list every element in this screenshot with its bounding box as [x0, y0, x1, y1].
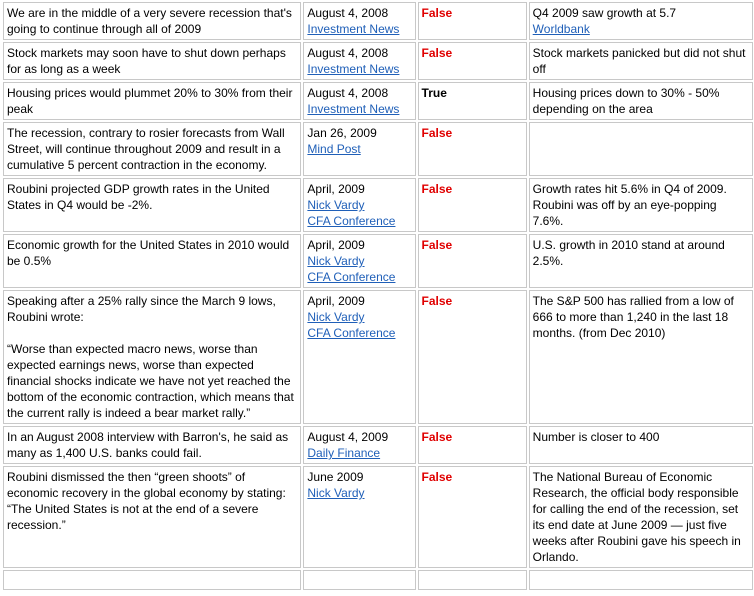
- prediction-cell: [3, 234, 301, 288]
- verdict-label: False: [421, 126, 453, 140]
- prediction-date: June 2009: [307, 470, 364, 484]
- table-row: [3, 2, 753, 40]
- outcome-cell: [529, 42, 753, 80]
- outcome-text: The National Bureau of Economic Research, the official body responsible for calling the end of the recession, set its end date at June 2009 — just five weeks after Roubini gave his speech in Orlando.: [532, 470, 741, 564]
- source-link[interactable]: Investment News: [307, 22, 400, 36]
- prediction-date: April, 2009: [307, 182, 365, 196]
- prediction-date: April, 2009: [307, 294, 365, 308]
- verdict-cell: [418, 426, 527, 464]
- table-row: [3, 178, 753, 232]
- source-link[interactable]: Mind Post: [307, 142, 361, 156]
- verdict-cell: [418, 82, 527, 120]
- date-source-cell: [303, 466, 415, 568]
- table-row: [3, 234, 753, 288]
- outcome-cell: [529, 290, 753, 424]
- prediction-text: We are in the middle of a very severe recession that's going to continue through all of 2009: [7, 6, 292, 36]
- prediction-text: Roubini projected GDP growth rates in the United States in Q4 would be -2%.: [7, 182, 270, 212]
- predictions-table: [1, 0, 754, 592]
- verdict-label: True: [421, 86, 447, 100]
- outcome-source-link[interactable]: Worldbank: [532, 22, 590, 36]
- outcome-cell: [529, 2, 753, 40]
- verdict-label: False: [421, 430, 453, 444]
- partial-cell: [3, 570, 301, 590]
- partial-cell: [303, 570, 415, 590]
- prediction-text: Roubini dismissed the then “green shoots” of economic recovery in the global economy by stating: “The United States is not at the end of a severe recession.”: [7, 470, 286, 532]
- prediction-text: Speaking after a 25% rally since the March 9 lows, Roubini wrote:: [7, 294, 276, 324]
- prediction-cell: [3, 178, 301, 232]
- outcome-text: U.S. growth in 2010 stand at around 2.5%.: [532, 238, 725, 268]
- outcome-cell: [529, 178, 753, 232]
- prediction-text: Housing prices would plummet 20% to 30% from their peak: [7, 86, 293, 116]
- outcome-cell: [529, 122, 753, 176]
- prediction-text: Stock markets may soon have to shut down perhaps for as long as a week: [7, 46, 286, 76]
- partial-cell: [529, 570, 753, 590]
- source-link[interactable]: Nick Vardy: [307, 486, 365, 500]
- table-row: [3, 122, 753, 176]
- date-source-cell: [303, 426, 415, 464]
- prediction-date: Jan 26, 2009: [307, 126, 377, 140]
- verdict-label: False: [421, 294, 453, 308]
- verdict-cell: [418, 2, 527, 40]
- date-source-cell: [303, 2, 415, 40]
- prediction-text: The recession, contrary to rosier forecasts from Wall Street, will continue throughout 2009 and result in a cumulative 5 percent contraction in the economy.: [7, 126, 285, 172]
- date-source-cell: [303, 290, 415, 424]
- verdict-cell: [418, 290, 527, 424]
- outcome-cell: [529, 234, 753, 288]
- prediction-cell: [3, 426, 301, 464]
- source-link[interactable]: Nick Vardy: [307, 310, 365, 324]
- date-source-cell: [303, 82, 415, 120]
- source-link[interactable]: Daily Finance: [307, 446, 381, 460]
- outcome-text: Number is closer to 400: [532, 430, 660, 444]
- table-row-partial: [3, 570, 753, 590]
- verdict-label: False: [421, 6, 453, 20]
- table-row: [3, 42, 753, 80]
- outcome-cell: [529, 82, 753, 120]
- verdict-label: False: [421, 46, 453, 60]
- outcome-text: Q4 2009 saw growth at 5.7: [532, 6, 677, 20]
- verdict-label: False: [421, 470, 453, 484]
- verdict-cell: [418, 178, 527, 232]
- prediction-text: “Worse than expected macro news, worse than expected earnings news, worse than expected financial shocks indicate we have not yet reached the bottom of the economic contraction, which means that the current rally is indeed a bear market rally.”: [7, 342, 294, 420]
- prediction-cell: [3, 42, 301, 80]
- date-source-cell: [303, 42, 415, 80]
- prediction-date: August 4, 2008: [307, 6, 389, 20]
- table-row: [3, 426, 753, 464]
- outcome-cell: [529, 426, 753, 464]
- prediction-cell: [3, 122, 301, 176]
- prediction-text: Economic growth for the United States in 2010 would be 0.5%: [7, 238, 290, 268]
- prediction-date: August 4, 2008: [307, 86, 389, 100]
- source-link[interactable]: CFA Conference: [307, 270, 396, 284]
- verdict-cell: [418, 122, 527, 176]
- prediction-cell: [3, 2, 301, 40]
- paragraph-gap: [7, 325, 297, 341]
- table-row: [3, 466, 753, 568]
- table-row: [3, 82, 753, 120]
- verdict-label: False: [421, 182, 453, 196]
- outcome-text: Housing prices down to 30% - 50% depending on the area: [532, 86, 720, 116]
- verdict-label: False: [421, 238, 453, 252]
- outcome-text: Growth rates hit 5.6% in Q4 of 2009. Roubini was off by an eye-popping 7.6%.: [532, 182, 727, 228]
- verdict-cell: [418, 234, 527, 288]
- outcome-text: Stock markets panicked but did not shut off: [532, 46, 746, 76]
- source-link[interactable]: CFA Conference: [307, 326, 396, 340]
- date-source-cell: [303, 234, 415, 288]
- outcome-cell: [529, 466, 753, 568]
- prediction-cell: [3, 82, 301, 120]
- outcome-text: The S&P 500 has rallied from a low of 666 to more than 1,240 in the last 18 months. (from Dec 2010): [532, 294, 734, 340]
- date-source-cell: [303, 178, 415, 232]
- verdict-cell: [418, 42, 527, 80]
- prediction-date: August 4, 2009: [307, 430, 389, 444]
- source-link[interactable]: Nick Vardy: [307, 198, 365, 212]
- source-link[interactable]: Nick Vardy: [307, 254, 365, 268]
- prediction-cell: [3, 290, 301, 424]
- source-link[interactable]: Investment News: [307, 62, 400, 76]
- table-row: [3, 290, 753, 424]
- verdict-cell: [418, 466, 527, 568]
- partial-cell: [418, 570, 527, 590]
- predictions-table-body: [3, 2, 753, 590]
- source-link[interactable]: Investment News: [307, 102, 400, 116]
- source-link[interactable]: CFA Conference: [307, 214, 396, 228]
- prediction-cell: [3, 466, 301, 568]
- prediction-date: April, 2009: [307, 238, 365, 252]
- prediction-text: In an August 2008 interview with Barron's, he said as many as 1,400 U.S. banks could fail.: [7, 430, 289, 460]
- prediction-date: August 4, 2008: [307, 46, 389, 60]
- date-source-cell: [303, 122, 415, 176]
